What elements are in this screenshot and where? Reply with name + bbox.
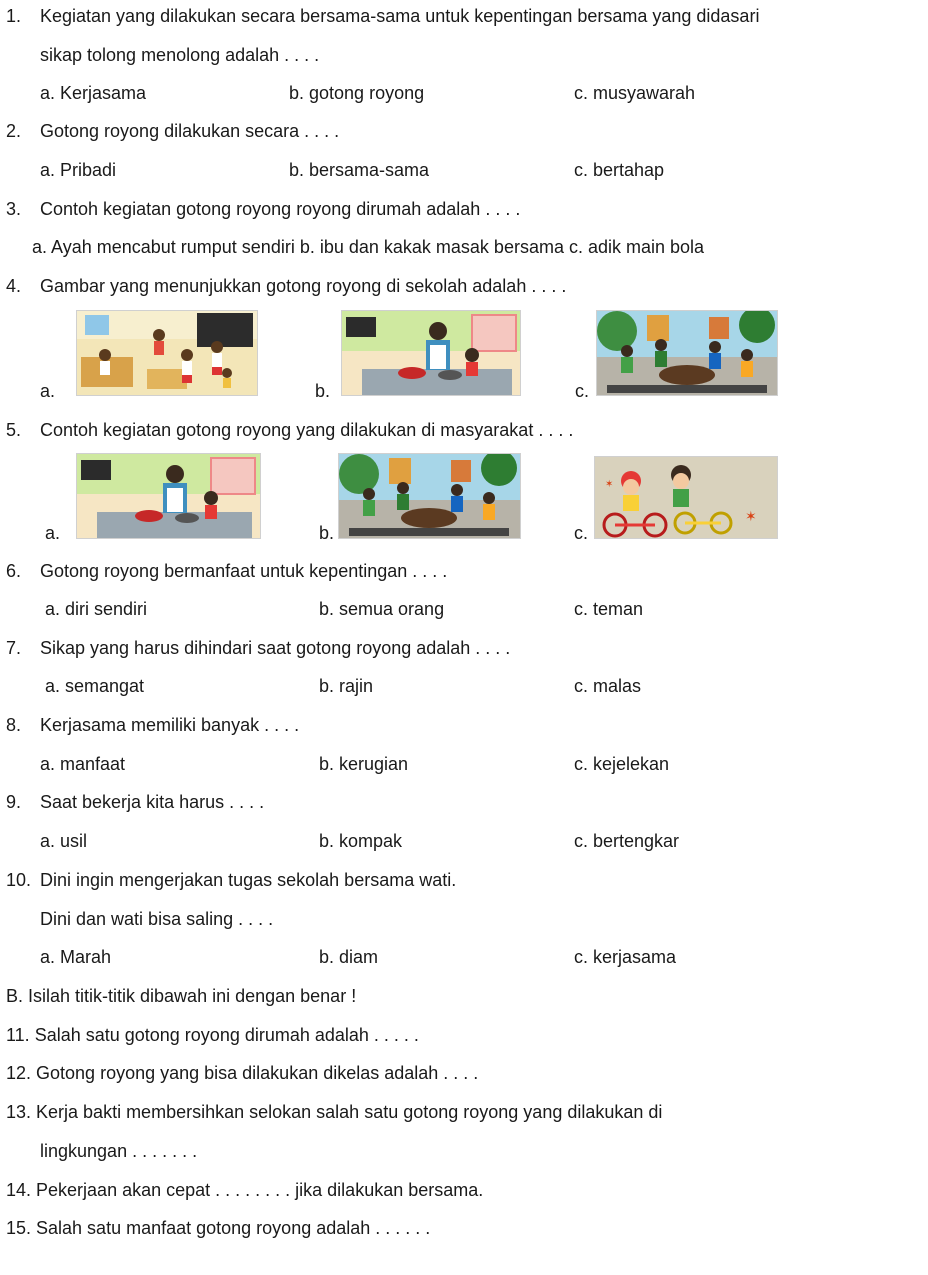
kitchen-cooking-illustration (341, 310, 521, 396)
q14-text: 14. Pekerjaan akan cepat . . . . . . . . jika dilakukan bersama. (6, 1180, 484, 1200)
q1-number: 1. (6, 6, 22, 26)
q2-option-b: b. bersama-sama (289, 160, 430, 180)
q2-number: 2. (6, 121, 22, 141)
q1-option-a: a. Kerjasama (40, 83, 147, 103)
q1-text: Kegiatan yang dilakukan secara bersama-sama untuk kepentingan bersama yang didasari (40, 6, 760, 26)
q5-option-a-label: a. (45, 523, 61, 543)
q2-text: Gotong royong dilakukan secara . . . . (40, 121, 340, 141)
q4-option-c-label: c. (575, 381, 590, 401)
q10-option-b: b. diam (319, 947, 379, 967)
q4-option-b-label: b. (315, 381, 331, 401)
classroom-cleaning-illustration (76, 310, 258, 396)
svg-text:✶: ✶ (745, 509, 757, 525)
q10-number: 10. (6, 870, 32, 890)
q1-option-b: b. gotong royong (289, 83, 425, 103)
q13-text: 13. Kerja bakti membersihkan selokan salah satu gotong royong yang dilakukan di (6, 1102, 663, 1122)
q7-option-a: a. semangat (45, 676, 145, 696)
q6-number: 6. (6, 561, 22, 581)
q13-text-cont: lingkungan . . . . . . . (40, 1141, 198, 1161)
q9-option-b: b. kompak (319, 831, 403, 851)
community-cleanup-illustration-2 (338, 453, 521, 539)
q9-option-a: a. usil (40, 831, 88, 851)
q11-text: 11. Salah satu gotong royong dirumah adalah . . . . . (6, 1025, 419, 1045)
q6-option-a: a. diri sendiri (45, 599, 148, 619)
community-cleanup-illustration (596, 310, 778, 396)
q15-text: 15. Salah satu manfaat gotong royong adalah . . . . . . (6, 1218, 431, 1238)
q4-text: Gambar yang menunjukkan gotong royong di sekolah adalah . . . . (40, 276, 567, 296)
q5-number: 5. (6, 420, 22, 440)
svg-text:✶: ✶ (605, 479, 614, 490)
q8-option-c: c. kejelekan (574, 754, 670, 774)
q10-text: Dini ingin mengerjakan tugas sekolah bersama wati. (40, 870, 457, 890)
q10-text-cont: Dini dan wati bisa saling . . . . (40, 909, 274, 929)
q10-option-a: a. Marah (40, 947, 112, 967)
q10-option-c: c. kerjasama (574, 947, 677, 967)
q7-number: 7. (6, 638, 22, 658)
q5-option-b-label: b. (319, 523, 335, 543)
q9-option-c: c. bertengkar (574, 831, 680, 851)
q8-option-b: b. kerugian (319, 754, 409, 774)
q5-option-c-label: c. (574, 523, 589, 543)
q12-text: 12. Gotong royong yang bisa dilakukan dikelas adalah . . . . (6, 1063, 479, 1083)
q8-text: Kerjasama memiliki banyak . . . . (40, 715, 300, 735)
q4-option-a-label: a. (40, 381, 56, 401)
q8-number: 8. (6, 715, 22, 735)
q4-number: 4. (6, 276, 22, 296)
q9-number: 9. (6, 792, 22, 812)
q6-option-b: b. semua orang (319, 599, 445, 619)
q7-text: Sikap yang harus dihindari saat gotong royong adalah . . . . (40, 638, 511, 658)
q3-options: a. Ayah mencabut rumput sendiri b. ibu dan kakak masak bersama c. adik main bola (32, 237, 705, 257)
q2-option-a: a. Pribadi (40, 160, 117, 180)
q6-text: Gotong royong bermanfaat untuk kepentingan . . . . (40, 561, 448, 581)
section-b-heading: B. Isilah titik-titik dibawah ini dengan benar ! (6, 986, 357, 1006)
kids-cycling-illustration (594, 456, 778, 539)
q6-option-c: c. teman (574, 599, 644, 619)
q9-text: Saat bekerja kita harus . . . . (40, 792, 265, 812)
q7-option-c: c. malas (574, 676, 642, 696)
q1-option-c: c. musyawarah (574, 83, 696, 103)
q1-text-cont: sikap tolong menolong adalah . . . . (40, 45, 320, 65)
q5-text: Contoh kegiatan gotong royong yang dilakukan di masyarakat . . . . (40, 420, 574, 440)
q8-option-a: a. manfaat (40, 754, 126, 774)
kitchen-cooking-illustration-2 (76, 453, 261, 539)
q2-option-c: c. bertahap (574, 160, 665, 180)
q3-number: 3. (6, 199, 22, 219)
q7-option-b: b. rajin (319, 676, 374, 696)
q3-text: Contoh kegiatan gotong royong royong dirumah adalah . . . . (40, 199, 521, 219)
